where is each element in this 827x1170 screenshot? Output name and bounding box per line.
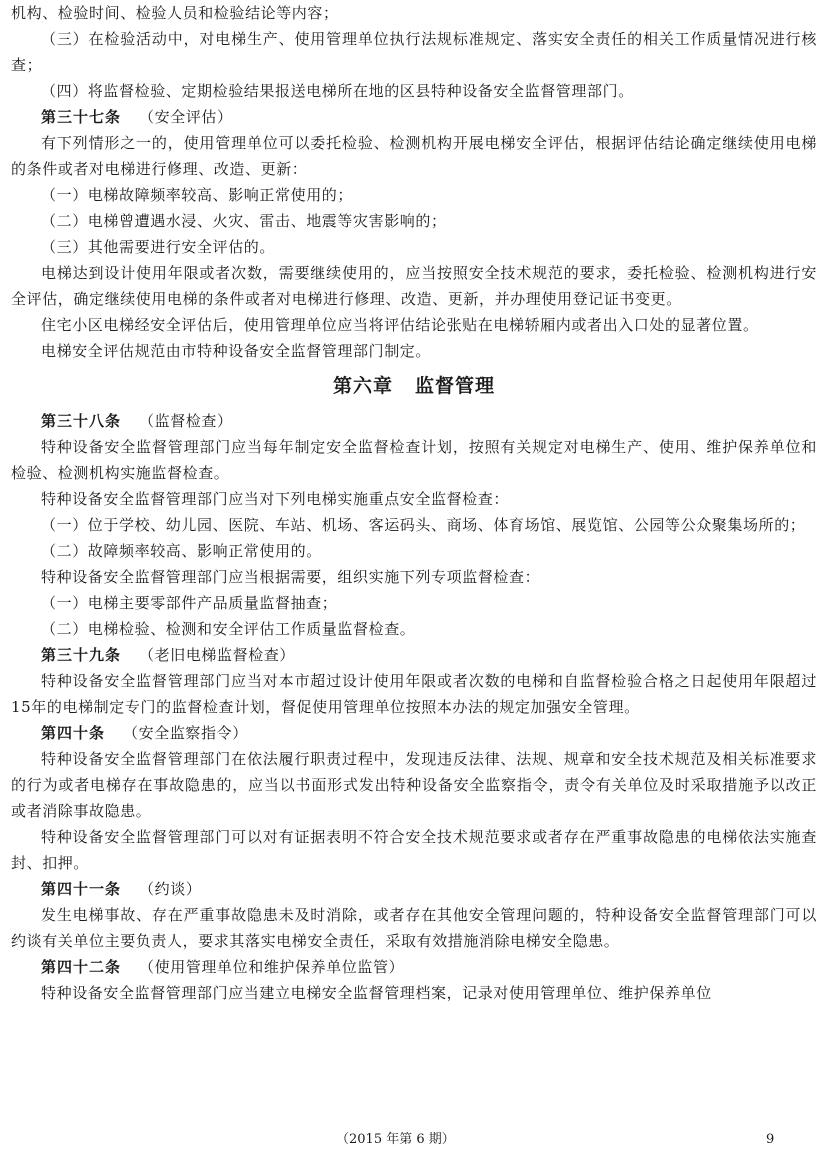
article-number: 第三十九条 xyxy=(41,646,122,664)
page-footer xyxy=(0,1130,827,1150)
article-number: 第四十二条 xyxy=(41,958,122,976)
article-heading xyxy=(11,876,817,902)
paragraph: 特种设备安全监督管理部门在依法履行职责过程中，发现违反法律、法规、规章和安全技术规范及相关标准要求的行为或者电梯存在事故隐患的，应当以书面形式发出特种设备安全监察指令，责令有关单位及时采取措施予以改正或者消除事故隐患。 xyxy=(11,750,817,820)
paragraph: 电梯达到设计使用年限或者次数，需要继续使用的，应当按照安全技术规范的要求，委托检验、检测机构进行安全评估，确定继续使用电梯的条件或者对电梯进行修理、改造、更新，并办理使用登记证书变更。 xyxy=(11,264,817,308)
paragraph: （二）电梯检验、检测和安全评估工作质量监督检查。 xyxy=(41,620,416,638)
article-title: （老旧电梯监督检查） xyxy=(139,646,296,664)
paragraph: 有下列情形之一的，使用管理单位可以委托检验、检测机构开展电梯安全评估，根据评估结论确定继续使用电梯的条件或者对电梯进行修理、改造、更新： xyxy=(11,134,817,178)
paragraph: （四）将监督检验、定期检验结果报送电梯所在地的区县特种设备安全监督管理部门。 xyxy=(41,82,634,100)
chapter-heading xyxy=(11,372,817,400)
chapter-number: 第六章 xyxy=(332,375,393,397)
paragraph: （一）电梯主要零部件产品质量监督抽查； xyxy=(41,594,338,612)
article-title: （监督检查） xyxy=(139,412,233,430)
issue-label: （2015 年第 6 期） xyxy=(336,1132,455,1147)
article-heading xyxy=(11,642,817,668)
paragraph: 特种设备安全监督管理部门应当对本市超过设计使用年限或者次数的电梯和自监督检验合格之日起使用年限超过15年的电梯制定专门的监督检查计划，督促使用管理单位按照本办法的规定加强安全管理。 xyxy=(11,672,817,716)
article-heading xyxy=(11,408,817,434)
article-number: 第三十八条 xyxy=(41,412,122,430)
paragraph: （三）在检验活动中，对电梯生产、使用管理单位执行法规标准规定、落实安全责任的相关工作质量情况进行核查； xyxy=(11,30,817,74)
article-title: （安全监察指令） xyxy=(123,724,248,742)
article-number: 第四十一条 xyxy=(41,880,122,898)
paragraph: 特种设备安全监督管理部门应当每年制定安全监督检查计划，按照有关规定对电梯生产、使用、维护保养单位和检验、检测机构实施监督检查。 xyxy=(11,438,817,482)
paragraph: 特种设备安全监督管理部门应当根据需要，组织实施下列专项监督检查： xyxy=(41,568,541,586)
article-heading xyxy=(11,954,817,980)
paragraph: 住宅小区电梯经安全评估后，使用管理单位应当将评估结论张贴在电梯轿厢内或者出入口处的显著位置。 xyxy=(41,316,759,334)
paragraph: 特种设备安全监督管理部门应当对下列电梯实施重点安全监督检查： xyxy=(41,490,510,508)
paragraph: 发生电梯事故、存在严重事故隐患未及时消除，或者存在其他安全管理问题的，特种设备安全监督管理部门可以约谈有关单位主要负责人，要求其落实电梯安全责任，采取有效措施消除电梯安全隐患。 xyxy=(11,906,817,950)
article-number: 第三十七条 xyxy=(41,108,122,126)
chapter-title: 监督管理 xyxy=(415,375,496,397)
paragraph: （一）电梯故障频率较高、影响正常使用的； xyxy=(41,186,354,204)
paragraph: （三）其他需要进行安全评估的。 xyxy=(41,238,276,256)
article-heading xyxy=(11,720,817,746)
paragraph: 电梯安全评估规范由市特种设备安全监督管理部门制定。 xyxy=(41,342,432,360)
article-number: 第四十条 xyxy=(41,724,106,742)
document-body xyxy=(11,0,817,1006)
paragraph: 机构、检验时间、检验人员和检验结论等内容； xyxy=(11,4,339,22)
article-heading xyxy=(11,104,817,130)
paragraph: （二）故障频率较高、影响正常使用的。 xyxy=(41,542,322,560)
article-title: （约谈） xyxy=(139,880,202,898)
article-title: （使用管理单位和维护保养单位监管） xyxy=(139,958,405,976)
article-title: （安全评估） xyxy=(139,108,233,126)
page-number: 9 xyxy=(766,1132,775,1147)
paragraph: （二）电梯曾遭遇水浸、火灾、雷击、地震等灾害影响的； xyxy=(41,212,447,230)
paragraph: 特种设备安全监督管理部门可以对有证据表明不符合安全技术规范要求或者存在严重事故隐患的电梯依法实施查封、扣押。 xyxy=(11,828,817,872)
paragraph: （一）位于学校、幼儿园、医院、车站、机场、客运码头、商场、体育场馆、展览馆、公园等公众聚集场所的； xyxy=(41,516,806,534)
paragraph: 特种设备安全监督管理部门应当建立电梯安全监督管理档案，记录对使用管理单位、维护保养单位 xyxy=(41,984,712,1002)
